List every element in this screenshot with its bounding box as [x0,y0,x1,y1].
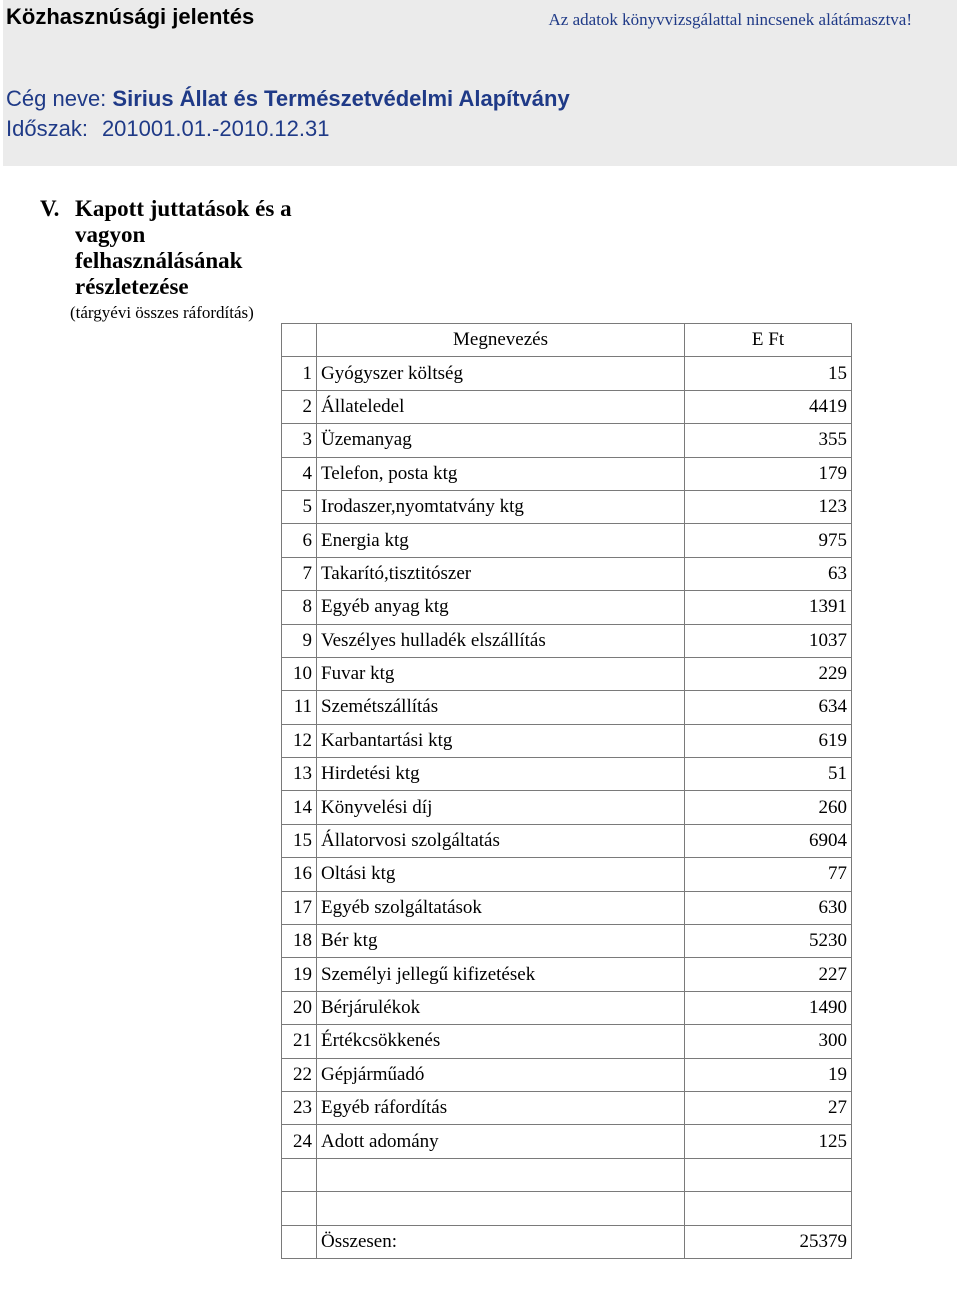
table-row [282,858,852,891]
row-value: 5230 [685,925,852,958]
table-row [282,1025,852,1058]
row-name: Bér ktg [317,925,685,958]
company-line [6,86,570,112]
total-label: Összesen: [317,1225,685,1258]
row-name: Egyéb anyag ktg [317,591,685,624]
table-row [282,691,852,724]
row-name: Telefon, posta ktg [317,457,685,490]
row-name: Személyi jellegű kifizetések [317,958,685,991]
row-name: Szemétszállítás [317,691,685,724]
row-value: 1037 [685,624,852,657]
section-subtitle: (tárgyévi összes ráfordítás) [70,303,254,322]
period-label: Időszak: [6,116,88,141]
table-row [282,457,852,490]
row-name: Üzemanyag [317,424,685,457]
total-value: 25379 [685,1225,852,1258]
row-value: 260 [685,791,852,824]
row-name: Karbantartási ktg [317,724,685,757]
row-value: 619 [685,724,852,757]
report-title: Közhasznúsági jelentés [6,4,255,29]
row-number: 23 [282,1091,317,1124]
section-title: Kapott juttatások és a vagyon felhasználásának részletezése [75,196,292,299]
row-number: 19 [282,958,317,991]
row-number: 2 [282,390,317,423]
table-row [282,357,852,390]
row-name: Takarító,tisztitószer [317,557,685,590]
table-row [282,591,852,624]
empty-cell [282,1158,317,1191]
row-number: 6 [282,524,317,557]
row-value: 15 [685,357,852,390]
empty-cell [282,1192,317,1225]
table-row [282,490,852,523]
table-header-row [282,324,852,357]
row-number: 13 [282,758,317,791]
empty-row [282,1158,852,1191]
row-number: 22 [282,1058,317,1091]
row-number: 10 [282,657,317,690]
table-row [282,624,852,657]
company-name: Sirius Állat és Természetvédelmi Alapítvány [112,86,570,111]
row-value: 19 [685,1058,852,1091]
row-name: Bérjárulékok [317,991,685,1024]
period-line [6,116,329,142]
table-row [282,1058,852,1091]
row-name: Gyógyszer költség [317,357,685,390]
row-number: 1 [282,357,317,390]
expense-table [281,323,852,1259]
header-number-cell [282,324,317,357]
row-name: Irodaszer,nyomtatvány ktg [317,490,685,523]
row-value: 125 [685,1125,852,1158]
empty-cell [317,1158,685,1191]
row-number: 24 [282,1125,317,1158]
section-number: V. [40,196,60,221]
row-value: 27 [685,1091,852,1124]
row-name: Egyéb ráfordítás [317,1091,685,1124]
table-row [282,424,852,457]
row-value: 51 [685,758,852,791]
row-number: 4 [282,457,317,490]
table-row [282,758,852,791]
row-number: 8 [282,591,317,624]
empty-cell [685,1192,852,1225]
row-name: Adott adomány [317,1125,685,1158]
row-number: 15 [282,824,317,857]
row-name: Állatorvosi szolgáltatás [317,824,685,857]
row-value: 300 [685,1025,852,1058]
period-value: 201001.01.-2010.12.31 [101,116,330,141]
row-name: Fuvar ktg [317,657,685,690]
row-number: 14 [282,791,317,824]
table-row [282,557,852,590]
header-value-cell: E Ft [685,324,852,357]
report-header [3,0,957,166]
table-row [282,824,852,857]
row-number: 5 [282,490,317,523]
empty-cell [317,1192,685,1225]
empty-row [282,1192,852,1225]
table-row [282,1125,852,1158]
row-number: 20 [282,991,317,1024]
row-name: Könyvelési díj [317,791,685,824]
table-row [282,925,852,958]
row-number: 12 [282,724,317,757]
table-row [282,524,852,557]
row-value: 77 [685,858,852,891]
row-number: 21 [282,1025,317,1058]
row-name: Értékcsökkenés [317,1025,685,1058]
row-value: 6904 [685,824,852,857]
row-number: 17 [282,891,317,924]
row-number: 16 [282,858,317,891]
table-row [282,724,852,757]
row-value: 4419 [685,390,852,423]
row-value: 179 [685,457,852,490]
row-name: Állateledel [317,390,685,423]
row-number: 3 [282,424,317,457]
row-name: Gépjárműadó [317,1058,685,1091]
row-number: 18 [282,925,317,958]
table-row [282,791,852,824]
row-name: Energia ktg [317,524,685,557]
row-value: 355 [685,424,852,457]
table-row [282,1091,852,1124]
total-row [282,1225,852,1258]
row-value: 63 [685,557,852,590]
table-row [282,991,852,1024]
table-row [282,958,852,991]
row-name: Hirdetési ktg [317,758,685,791]
row-value: 1391 [685,591,852,624]
header-name-cell: Megnevezés [317,324,685,357]
row-value: 1490 [685,991,852,1024]
row-number: 11 [282,691,317,724]
row-value: 123 [685,490,852,523]
row-number: 7 [282,557,317,590]
row-value: 975 [685,524,852,557]
audit-note: Az adatok könyvvizsgálattal nincsenek alátámasztva! [548,10,912,29]
row-name: Egyéb szolgáltatások [317,891,685,924]
row-name: Veszélyes hulladék elszállítás [317,624,685,657]
row-value: 634 [685,691,852,724]
table-row [282,891,852,924]
row-number: 9 [282,624,317,657]
row-value: 229 [685,657,852,690]
company-label: Cég neve: [6,86,107,111]
row-value: 630 [685,891,852,924]
table-row [282,657,852,690]
total-number-cell [282,1225,317,1258]
row-name: Oltási ktg [317,858,685,891]
empty-cell [685,1158,852,1191]
row-value: 227 [685,958,852,991]
table-row [282,390,852,423]
